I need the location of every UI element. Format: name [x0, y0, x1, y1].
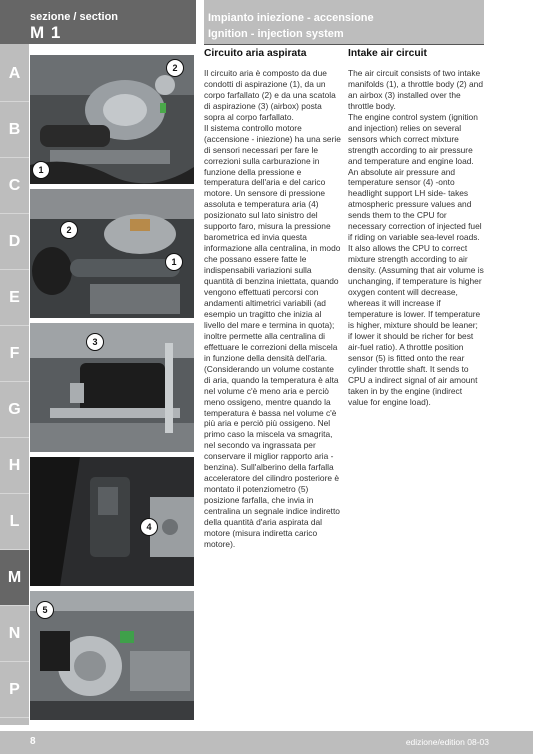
photo-intake-manifold-side	[30, 189, 194, 318]
callout-4: 4	[140, 518, 158, 536]
english-body: The air circuit consists of two intake manifolds (1), a throttle body (2) and an airbox (3) installed over the throttle body. The engine control system (ignition and injection) relies on several sensors which correct mixture strength according to air pressure and temperature and engine load. An absolute air pressure and temperature sensor (4) -onto headlight support LH side- takes atmospheric pressure values and sends them to the CPU for necessary correction of injected fuel if riding on variable sea-level roads. It also allows the CPU to correct mixture strength according to air density. (Assuming that air volume is unchanging, if temperature is higher oxygen content will decrease, whereas it will increase if temperature is lower. If temperature is higher, mixture should be leaner; if lower it should be richer for best air-fuel ratio). A throttle position sensor (5) is fitted onto the rear cylinder throttle shaft. It sends to CPU a indirect signal of air amount taken in by the engine (indirect value for engine load).	[348, 67, 484, 407]
tab-g[interactable]: G	[0, 382, 29, 438]
english-text-column	[348, 49, 484, 408]
chapter-header	[204, 0, 484, 44]
tab-m[interactable]: M	[0, 550, 29, 606]
tab-d[interactable]: D	[0, 214, 29, 270]
tab-e[interactable]: E	[0, 270, 29, 326]
tab-b[interactable]: B	[0, 102, 29, 158]
chapter-title-english: Ignition - injection system	[208, 28, 344, 40]
section-label: sezione / section	[30, 11, 119, 23]
section-header	[0, 0, 196, 44]
italian-text-column	[204, 49, 341, 550]
callout-1: 1	[165, 253, 183, 271]
section-code: M 1	[30, 23, 62, 42]
tab-l[interactable]: L	[0, 494, 29, 550]
chapter-title-italian: Impianto iniezione - accensione	[208, 12, 374, 24]
edition-label: edizione/edition 08-03	[405, 737, 489, 747]
photo-intake-manifolds-throttle-body	[30, 55, 194, 184]
header-divider	[204, 44, 484, 45]
tab-p[interactable]: P	[0, 662, 29, 718]
page-footer	[0, 731, 533, 754]
italian-heading: Circuito aria aspirata	[204, 48, 307, 59]
english-heading: Intake air circuit	[348, 48, 427, 59]
tab-h[interactable]: H	[0, 438, 29, 494]
tab-a[interactable]: A	[0, 46, 29, 102]
tab-c[interactable]: C	[0, 158, 29, 214]
italian-body: Il circuito aria è composto da due condotti di aspirazione (1), da un corpo farfallato (2) e da una scatola di aspirazione (3) (airbox) posta sopra al corpo farfallato. Il sistema controllo motore (accensione - iniezione) ha una serie di sensori necessari per fare le correzioni sulla carburazione in funzione della pressione e temperatura dell'aria e del carico motore. Un sensore di pressione assoluta e temperatura aria (4) posizionato sul lato sinistro del supporto faro, misura la pressione barometrica ed invia questa informazione alla centralina, in modo che possano essere fatte le indispensabili variazioni sulla quantità di benzina iniettata, quando vengono effettuati percorsi con andamenti altimetrici variabili (ad esempio un tragitto che inizia al livello del mare e termina in quota); inoltre permette alla centralina di effettuare le correzioni della miscela in funzione della densità dell'aria. (Considerando un volume costante di aria, quando la temperatura è alta nel volume c'è meno aria e perciò meno ossigeno, mentre quando la temperatura è bassa nel volume c'è più aria e perciò più ossigeno. Nel primo caso la miscela va smagrita, nel secondo va ingrassata per conservare il miglior rapporto aria - benzina). Sull'alberino della farfalla acceleratore del cilindro posteriore è montato il potenziometro (5) posizione farfalla, che invia in centralina un segnale indice indiretto della quantità d'aria aspirata dal motore (misura indiretta carico motore).	[204, 67, 341, 549]
section-tab-rail	[0, 44, 29, 725]
photo-pressure-temperature-sensor	[30, 457, 194, 586]
callout-2: 2	[166, 59, 184, 77]
tab-f[interactable]: F	[0, 326, 29, 382]
callout-5: 5	[36, 601, 54, 619]
photo-airbox	[30, 323, 194, 452]
tab-n[interactable]: N	[0, 606, 29, 662]
callout-3: 3	[86, 333, 104, 351]
photo-throttle-position-sensor	[30, 591, 194, 720]
callout-2: 2	[60, 221, 78, 239]
page-number: 8	[30, 736, 36, 747]
callout-1: 1	[32, 161, 50, 179]
